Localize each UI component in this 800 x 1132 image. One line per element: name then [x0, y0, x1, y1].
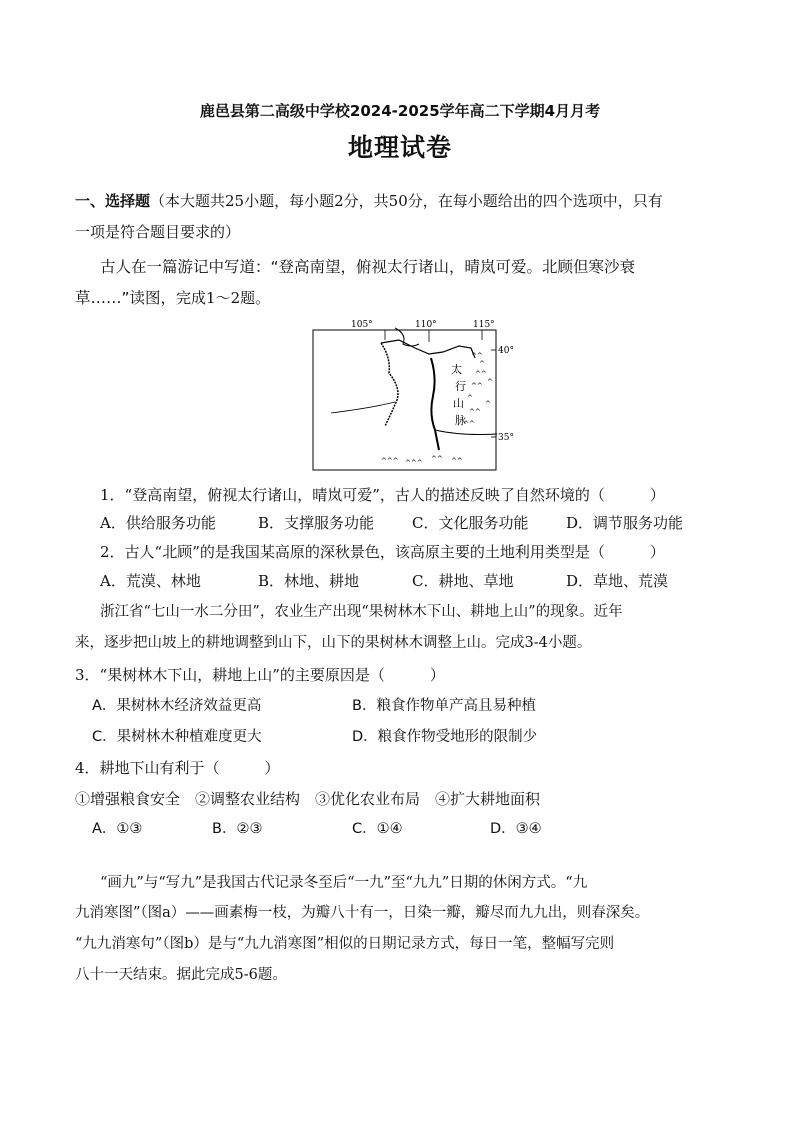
q3-option-d[interactable]: D．粮食作物受地形的限制少 [352, 729, 538, 745]
boundary-wavy [381, 343, 398, 426]
lon-label-110: 110° [415, 320, 437, 330]
exam-title: 地理试卷 [347, 133, 452, 162]
section-description-line2: 一项是符合题目要求的） [75, 223, 241, 241]
svg-text:^^: ^^ [475, 370, 487, 378]
q1-option-d[interactable]: D．调节服务功能 [566, 514, 684, 532]
q3-stem: 3．“果树林木下山，耕地上山”的主要原因是（ ） [75, 666, 445, 684]
svg-text:^^: ^^ [451, 457, 463, 465]
q1-option-b[interactable]: B．支撑服务功能 [258, 514, 375, 532]
svg-text:^^: ^^ [463, 420, 475, 428]
taihang-mountains-map [311, 318, 514, 473]
svg-text:^: ^ [467, 394, 473, 402]
q3-option-a[interactable]: A．果树林木经济效益更高 [92, 698, 262, 714]
svg-text:脉: 脉 [455, 414, 466, 427]
passage1-line1: 古人在一篇游记中写道：“登高南望，俯视太行诸山，晴岚可爱。北顾但寒沙衰 [100, 258, 636, 276]
svg-text:^^^: ^^^ [381, 457, 399, 465]
river-east [435, 430, 497, 435]
q2-stem: 2．古人“北顾”的是我国某高原的深秋景色，该高原主要的土地利用类型是（ ） [100, 543, 665, 561]
q4-items: ①增强粮食安全 ②调整农业结构 ③优化农业布局 ④扩大耕地面积 [75, 790, 541, 808]
passage3-line1: “画九”与“写九”是我国古代记录冬至后“一九”至“九九”日期的休闲方式。“九 [100, 875, 588, 891]
taihang-label [451, 362, 466, 427]
svg-text:^: ^ [485, 400, 491, 408]
q4-option-c[interactable]: C．①④ [352, 821, 403, 837]
q2-option-c[interactable]: C．耕地、草地 [412, 572, 514, 590]
q1-option-a[interactable]: A．供给服务功能 [100, 514, 216, 532]
q2-option-b[interactable]: B．林地、耕地 [258, 572, 360, 590]
svg-text:^: ^ [487, 378, 493, 386]
svg-text:太: 太 [451, 363, 462, 376]
q1-stem: 1．“登高南望，俯视太行诸山，晴岚可爱”，古人的描述反映了自然环境的（ ） [100, 486, 665, 504]
q4-option-a[interactable]: A．①③ [92, 821, 143, 837]
svg-text:^: ^ [479, 360, 485, 368]
passage1-line2 [75, 283, 270, 313]
q2-option-d[interactable]: D．草地、荒漠 [566, 572, 669, 590]
q4-stem: 4．耕地下山有利于（ ） [75, 759, 280, 777]
yellow-river [431, 358, 439, 450]
mountain-symbols [381, 352, 493, 467]
svg-text:^^^: ^^^ [405, 459, 423, 467]
q1-option-c[interactable]: C．文化服务功能 [412, 514, 529, 532]
passage1-line2-b: 完成1～2题。 [176, 289, 271, 307]
passage2-line1: 浙江省“七山一水二分田”，农业生产出现“果树林木下山、耕地上山”的现象。近年 [100, 604, 623, 620]
svg-text:行: 行 [455, 380, 466, 393]
passage3-line4: 八十一天结束。据此完成5-6题。 [75, 967, 287, 983]
svg-text:^^: ^^ [469, 408, 481, 416]
lat-label-35: 35° [498, 433, 514, 443]
passage3-line3: “九九消寒句”（图b）是与“九九消寒图”相似的日期记录方式，每日一笔，整幅写完则 [75, 936, 615, 952]
q3-option-b[interactable]: B．粮食作物单产高且易种植 [352, 698, 536, 714]
svg-text:山: 山 [453, 397, 464, 410]
passage3-line2: 九消寒图”（图a）——画素梅一枝，为瓣八十有一，日染一瓣，瓣尽而九九出，则春深矣。 [75, 905, 650, 921]
q3-option-c[interactable]: C．果树林木种植难度更大 [92, 729, 262, 745]
svg-text:^^: ^^ [471, 352, 483, 360]
q2-option-a[interactable]: A．荒漠、林地 [100, 572, 201, 590]
great-wall-line [381, 340, 475, 358]
section-heading-line [75, 186, 663, 216]
lat-label-40: 40° [498, 346, 514, 356]
section-heading: 一、选择题 [75, 192, 151, 210]
svg-text:^^: ^^ [431, 455, 443, 463]
lon-label-115: 115° [473, 320, 495, 330]
q4-option-b[interactable]: B．②③ [212, 821, 263, 837]
section-description: （本大题共25小题，每小题2分，共50分，在每小题给出的四个选项中，只有 [150, 192, 663, 210]
passage2-line2: 来，逐步把山坡上的耕地调整到山下，山下的果树林木调整上山。完成3-4小题。 [75, 635, 592, 651]
svg-text:^^: ^^ [471, 382, 483, 390]
exam-subtitle: 鹿邑县第二高级中学校2024-2025学年高二下学期4月月考 [199, 102, 601, 120]
lon-label-105: 105° [351, 320, 373, 330]
passage1-line2-a: 草……”读图， [75, 289, 177, 307]
q4-option-d[interactable]: D．③④ [490, 821, 542, 837]
boundary-line [331, 402, 395, 413]
river-top [395, 328, 419, 346]
